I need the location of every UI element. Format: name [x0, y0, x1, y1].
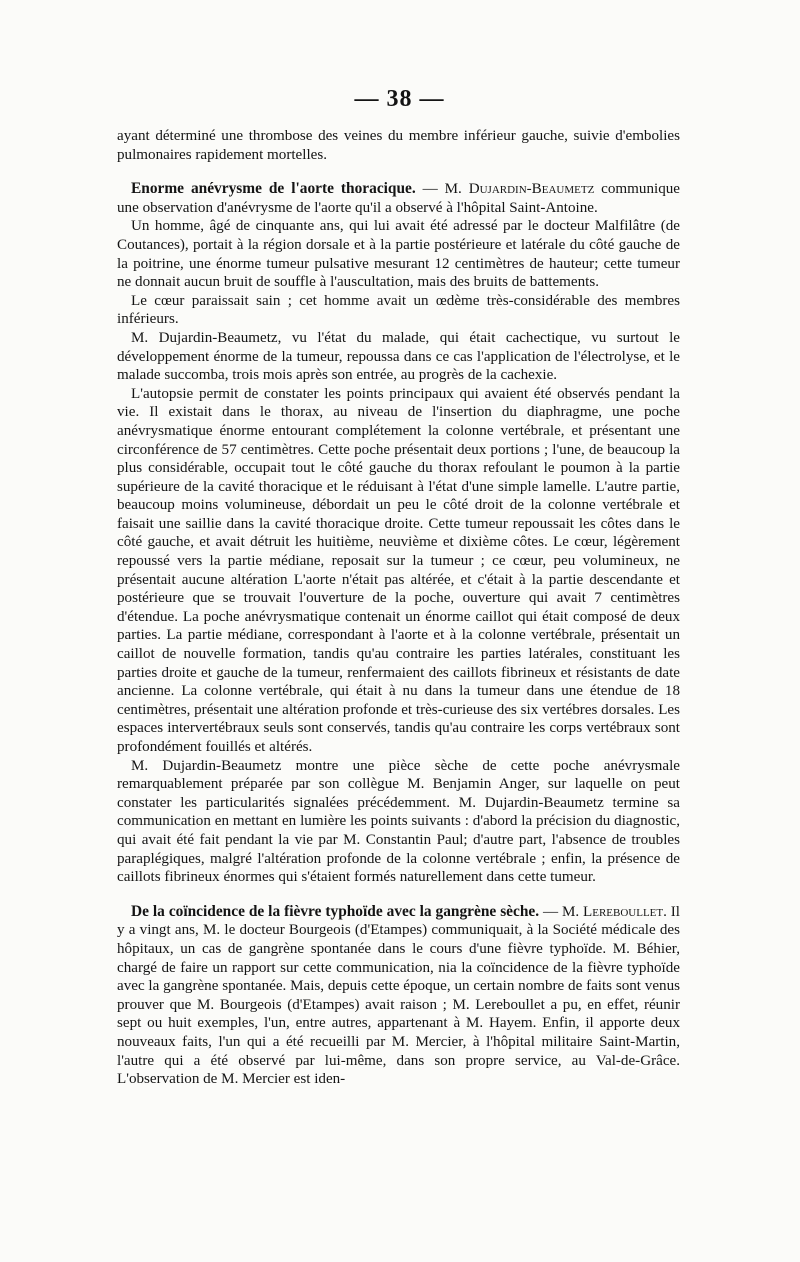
paragraph-typhoid-intro: De la coïncidence de la fièvre typhoïde avec la gangrène sèche. — M. Lereboullet. Il y a vingt ans, M. le docteur Bourgeois (d'Etampes) communiquait, à la Société médicale des hôpitaux, un cas de gangrène spontanée dans le cours d'une fièvre typhoïde. M. Béhier, chargé de faire un rapport sur cette communication, nia la coïncidence de la fièvre typhoïde avec la gangrène spontanée. Mais, depuis cette époque, un certain nombre de faits sont venus prouver que M. Bourgeois (d'Etampes) avait raison ; M. Lereboullet a pu, en effet, réunir sept ou huit exemples, l'un, entre autres, appartenant à M. Hayem. Enfin, il apporte deux nouveaux faits, l'un qui a été recueilli par M. Mercier, à l'hôpital militaire Saint-Martin, l'autre qui a été observé par lui-même, dans son propre service, au Val-de-Grâce. L'observation de M. Mercier est iden- [117, 902, 680, 1088]
paragraph-aneurysm-intro: Enorme anévrysme de l'aorte thoracique. — M. Dujardin-Beaumetz communique une observation d'anévrysme de l'aorte qu'il a observé à l'hôpital Saint-Antoine. [117, 180, 680, 216]
paragraph: M. Dujardin-Beaumetz, vu l'état du malade, qui était cachectique, vu surtout le développement énorme de la tumeur, repoussa dans ce cas l'application de l'électrolyse, et le malade succomba, trois mois après son entrée, au progrès de la cachexie. [117, 329, 680, 384]
section-heading-typhoid: De la coïncidence de la fièvre typhoïde avec la gangrène sèche. [131, 902, 540, 920]
author-name: M. Lereboullet [561, 903, 664, 920]
body-text [117, 127, 680, 1089]
section-gap [117, 164, 680, 180]
paragraph: M. Dujardin-Beaumetz montre une pièce sèche de cette poche anévrysmale remarquablement préparée par son collègue M. Benjamin Anger, sur laquelle on peut constater les particularités signalées précédemment. M. Dujardin-Beaumetz termine sa communication en mettant en lumière les points suivants : d'abord la précision du diagnostic, qui avait été fait pendant la vie par M. Constantin Paul; d'autre part, l'absence de troubles paraplégiques, malgré l'altération profonde de la colonne vertébrale ; enfin, la présence de caillots fibrineux énormes qui s'étaient formés naturellement dans cette tumeur. [117, 757, 680, 886]
paragraph-text: communique une observation d'anévrysme de l'aorte qu'il a observé à l'hôpital Saint-Antoine. [117, 181, 680, 216]
section-gap [117, 887, 680, 903]
author-name: M. Dujardin-Beaumetz [444, 181, 595, 198]
paragraph-text: . Il y a vingt ans, M. le docteur Bourgeois (d'Etampes) communiquait, à la Société médicale des hôpitaux, un cas de gangrène spontanée dans le cours d'une fièvre typhoïde. M. Béhier, chargé de faire un rapport sur cette communication, nia la coïncidence de la fièvre typhoïde avec la gangrène spontanée. Mais, depuis cette époque, un certain nombre de faits sont venus prouver que M. Bourgeois (d'Etampes) avait raison ; M. Lereboullet a pu, en effet, réunir sept ou huit exemples, l'un, entre autres, appartenant à M. Hayem. Enfin, il apporte deux nouveaux faits, l'un qui a été recueilli par M. Mercier, à l'hôpital militaire Saint-Martin, l'autre qui a été observé par lui-même, dans son propre service, au Val-de-Grâce. L'observation de M. Mercier est iden- [117, 903, 680, 1088]
section-heading-aneurysm: Enorme anévrysme de l'aorte thoracique. [131, 180, 416, 198]
paragraph-continuation: ayant déterminé une thrombose des veines du membre inférieur gauche, suivie d'embolies pulmonaires rapidement mortelles. [117, 128, 680, 163]
paragraph: Un homme, âgé de cinquante ans, qui lui avait été adressé par le docteur Malfilâtre (de Coutances), portait à la région dorsale et à la partie postérieure et latérale du côté gauche de la poitrine, une énorme tumeur pulsative mesurant 12 centimètres de hauteur; cette tumeur ne donnait aucun bruit de souffle à l'auscultation, mais des bruits de battements. [117, 218, 680, 291]
page-number: — 38 — [354, 86, 445, 112]
paragraph-autopsy: L'autopsie permit de constater les points principaux qui avaient été observés pendant la vie. Il existait dans le thorax, au niveau de l'insertion du diaphragme, une poche anévrysmatique énorme entourant complétement la colonne vertébrale, et présentant une circonférence de 57 centimètres. Cette poche présentait deux portions ; l'une, de beaucoup la plus considérable, occupait tout le côté gauche du thorax refoulant le poumon à la partie supérieure de la cavité thoracique et le réduisant à l'état d'une simple lamelle. L'autre partie, beaucoup moins volumineuse, débordait un peu le côté droit de la colonne vertébrale et faisait une saillie dans la cavité thoracique droite. Cette tumeur repoussait les côtes dans le côté gauche, et avait détruit les huitième, neuvième et dixième côtes. Le cœur, légèrement repoussé vers la partie médiane, reposait sur la tumeur ; ce cœur, peu volumineux, ne présentait aucune altération L'aorte n'était pas altérée, et c'était à la partie descendante et postérieure que se trouvait l'ouverture de la poche, ouverture qui avait 7 centimètres d'étendue. La poche anévrysmatique contenait un énorme caillot qui était composé de deux parties. La partie médiane, correspondant à l'aorte et à la colonne vertébrale, présentait un caillot de nouvelle formation, tandis qu'au contraire les parties latérales, constituant les parties droite et gauche de la tumeur, renfermaient des caillots fibrineux et résistants de date ancienne. La colonne vertébrale, qui était à nu dans la tumeur dans une étendue de 18 centimètres, présentait une altération profonde et très-curieuse des six vertébres dorsales. Les espaces intervertébraux seuls sont conservés, tandis qu'au contraire les corps vertébraux sont profondément fouillés et altérés. [117, 385, 680, 755]
paragraph: Le cœur paraissait sain ; cet homme avait un œdème très-considérable des membres inférieurs. [117, 292, 680, 328]
